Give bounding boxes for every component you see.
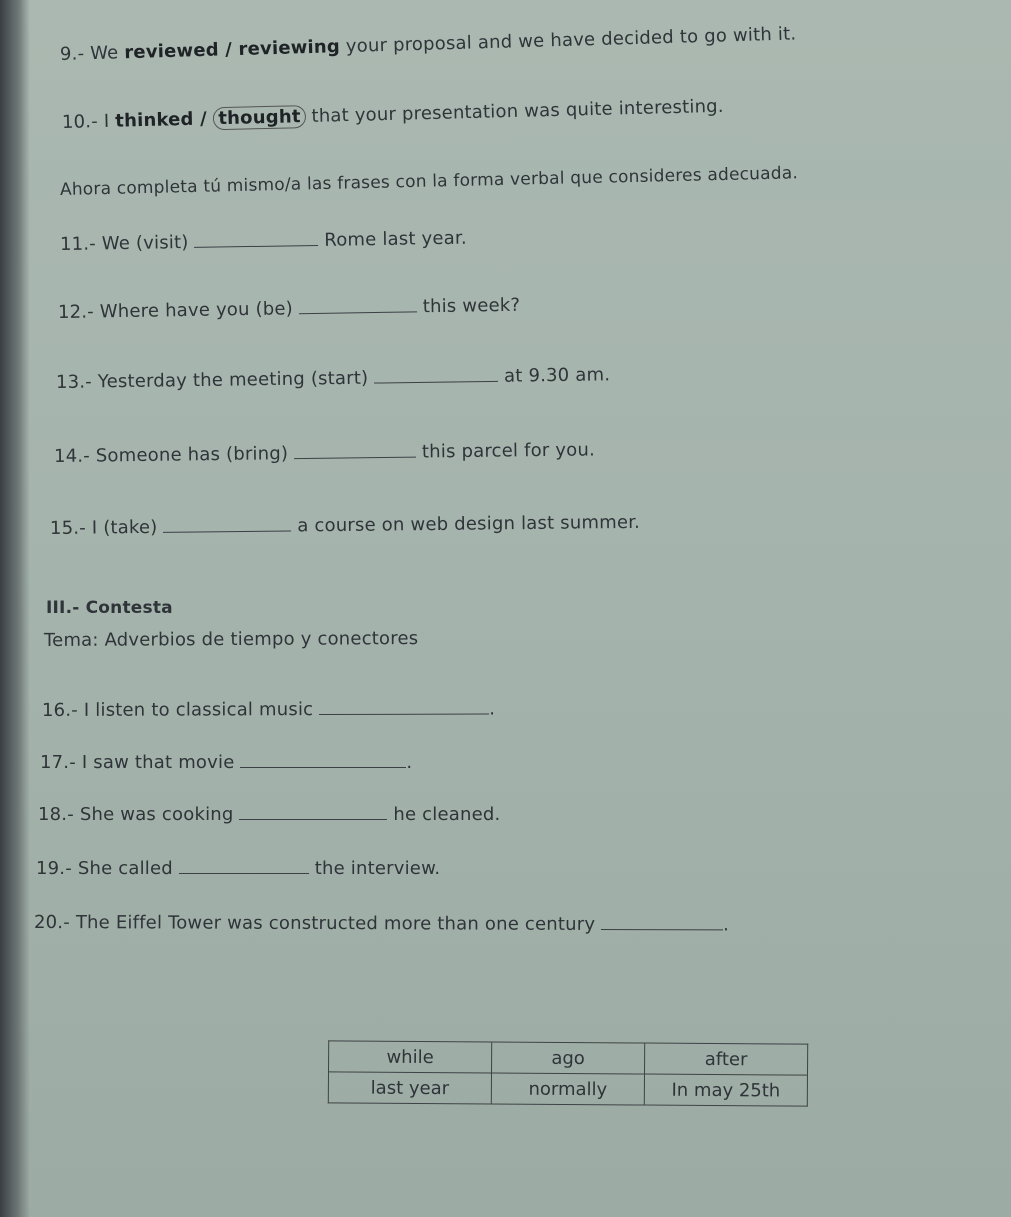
section-title: III.- Contesta (46, 598, 173, 618)
question-9-text: your proposal and we have decided to go with it. (339, 23, 797, 58)
question-10-option-1[interactable]: thinked (115, 108, 194, 132)
question-10-text: that your presentation was quite interesting. (305, 95, 724, 128)
word-bank-cell: ago (492, 1042, 645, 1074)
question-12-ending: this week? (416, 294, 521, 318)
question-10-separator: / (193, 108, 214, 130)
question-18-prompt: 18.- She was cooking (38, 804, 240, 825)
answer-blank-12[interactable] (299, 297, 417, 314)
word-bank-cell: while (329, 1041, 492, 1073)
question-17 (40, 752, 412, 773)
page-edge-shadow (0, 0, 30, 1217)
question-19 (36, 858, 440, 879)
question-11-ending: Rome last year. (318, 227, 467, 251)
answer-blank-19[interactable] (179, 859, 309, 874)
instruction-text: Ahora completa tú mismo/a las frases con la forma verbal que consideres adecuada. (59, 163, 799, 200)
question-14-prompt: 14.- Someone has (bring) (53, 443, 295, 467)
answer-blank-13[interactable] (374, 367, 498, 384)
answer-blank-20[interactable] (601, 915, 723, 930)
question-18 (38, 804, 500, 825)
question-17-ending: . (406, 752, 413, 773)
question-16-prompt: 16.- I listen to classical music (41, 699, 320, 721)
word-bank-row (328, 1072, 807, 1106)
question-9-option-1[interactable]: reviewed (124, 39, 220, 64)
question-15-ending: a course on web design last summer. (291, 511, 641, 537)
question-19-prompt: 19.- She called (36, 858, 179, 879)
word-bank-cell: In may 25th (644, 1074, 807, 1106)
question-10-option-2-circled[interactable]: thought (213, 105, 306, 130)
question-13-prompt: 13.- Yesterday the meeting (start) (55, 367, 375, 393)
question-19-ending: the interview. (308, 858, 441, 879)
question-13-ending: at 9.30 am. (498, 364, 611, 387)
question-11-prompt: 11.- We (visit) (59, 231, 195, 255)
question-20 (34, 912, 729, 935)
answer-blank-18[interactable] (239, 805, 387, 820)
question-16-ending: . (489, 698, 496, 720)
question-20-ending: . (723, 914, 730, 936)
question-17-prompt: 17.- I saw that movie (40, 752, 241, 773)
answer-blank-17[interactable] (240, 753, 406, 768)
word-bank-table (328, 1040, 808, 1106)
answer-blank-16[interactable] (319, 699, 489, 715)
question-9-number: 9.- We (59, 42, 125, 65)
question-16 (42, 698, 495, 721)
question-9-separator: / (218, 39, 239, 61)
question-14-ending: this parcel for you. (415, 439, 596, 463)
question-18-ending: he cleaned. (387, 804, 501, 825)
word-bank-cell: after (644, 1043, 807, 1075)
question-9-option-2[interactable]: reviewing (238, 36, 341, 61)
answer-blank-15[interactable] (163, 516, 291, 532)
question-15-prompt: 15.- I (take) (49, 516, 164, 539)
question-12-prompt: 12.- Where have you (be) (57, 298, 300, 323)
topic-text: Tema: Adverbios de tiempo y conectores (43, 628, 419, 651)
question-20-prompt: 20.- The Eiffel Tower was constructed more than one century (33, 912, 602, 935)
answer-blank-14[interactable] (294, 443, 416, 459)
word-bank-cell: last year (328, 1072, 491, 1104)
question-10-number: 10.- I (61, 110, 116, 133)
word-bank-row (329, 1041, 808, 1075)
word-bank-cell: normally (491, 1073, 644, 1105)
answer-blank-11[interactable] (194, 231, 318, 248)
